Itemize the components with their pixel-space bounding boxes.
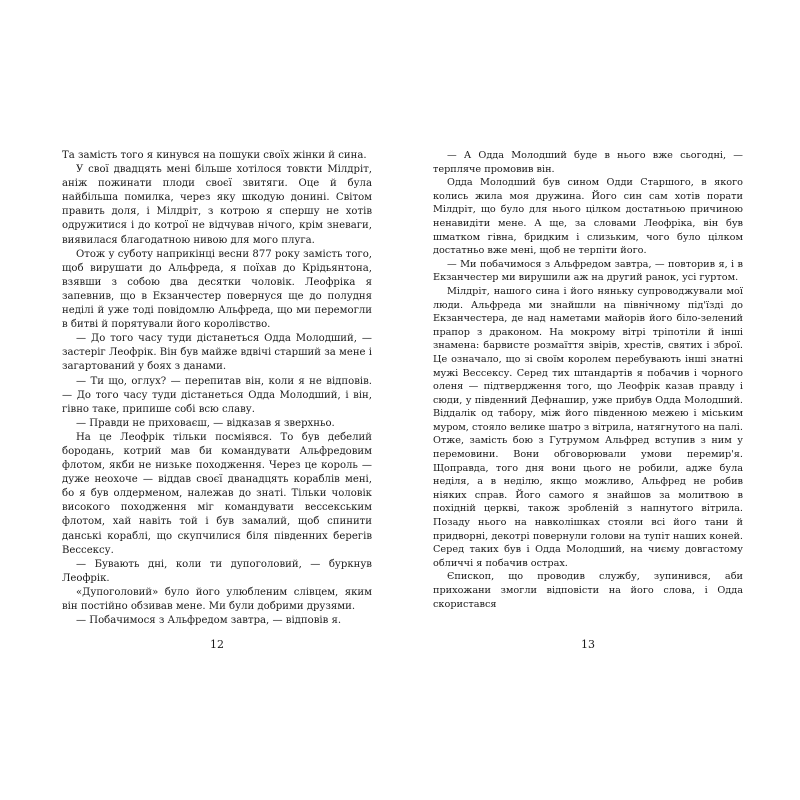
paragraph: На це Леофрік тільки посміявся. То був дебелий бородань, котрий мав би командувати Альфредовим флотом, якби не низьке походження. Через це король — дуже неохоче — віддав своєї дванадцять кораблів мені, бо я був олдерменом, належав до знаті. Тільки чоловік високого походження міг командувати вессекським флотом, хай навіть той і був замалий, щоб спинити данські кораблі, що скупчилися біля південних берегів Вессексу. [62, 431, 372, 556]
paragraph: — Правди не приховаєш, — відказав я зверхньо. [76, 417, 335, 429]
paragraph: У свої двадцять мені більше хотілося товкти Мілдріт, аніж пожинати плоди своєї звитяги. Оце й була найбільша помилка, через яку шкодую донині. Світом править доля, і Мілдріт, з котрою я спершу не хотів одружитися і до котрої не відчував нічого, крім зневаги, виявилася благодатною нивою для мого плуга. [62, 164, 372, 246]
paragraph: «Дупоголовий» було його улюбленим слівцем, яким він постійно обзивав мене. Ми були добрими друзями. [62, 586, 372, 612]
paragraph: — Ми побачимося з Альфредом завтра, — повторив я, і в Екзанчестер ми вирушили аж на другий ранок, усі гуртом. [433, 258, 743, 284]
paragraph: — Побачимося з Альфредом завтра, — відповів я. [76, 615, 342, 627]
paragraph: — А Одда Молодший буде в нього вже сьогодні, — терпляче промовив він. [433, 150, 743, 175]
paragraph: — Ти що, оглух? — перепитав він, коли я не відповів. — До того часу туди дістанеться Одда Молодший, і він, гівно таке, припише собі всю славу. [62, 375, 372, 415]
paragraph: Одда Молодший був сином Одди Старшого, в якого колись жила моя дружина. Його син сам хотів порати Мілдріт, що було для нього цілком достатньою причиною ненавидіти мене. А ще, за словами Леофріка, він був шматком гівна, бридким і слизьким, чого було цілком достатньо вже мені, щоб не терпіти його. [433, 177, 743, 257]
paragraph: Мілдріт, нашого сина і його няньку супроводжували мої люди. Альфреда ми знайшли на північному під'їзді до Екзанчестера, де над наметами майорів його біло-зелений прапор з драконом. На мокрому вітрі тріпотіли й інші знамена: барвисте розмаїття звірів, хрестів, святих і зброї. Це означало, що зі своїм королем перебувають інші знатні мужі Вессексу. Серед тих штандартів я побачив і чорного оленя — підтвердження того, що Леофрік казав правду і сюди, у південний Дефнашир, уже прибув Одда Молодший. Віддалік од табору, між його південною межею і міським муром, стояло велике шатро з вітрила, натягнутого на палі. Отже, замість бою з Гутрумом Альфред вступив з ним у перемовини. Вони обговорювали умови перемир'я. Щоправда, того дня вони цього не робили, адже була неділя, а в неділю, якщо можливо, Альфред не робив ніяких справ. Його самого я знайшов за молитвою в похідній церкві, також зробленій з напнутого вітрила. Позаду нього на навколішках стояли всі його тани й придворні, декотрі повернули голови на тупіт наших коней. Серед таких був і Одда Молодший, на чиєму довгастому обличчі я побачив острах. [433, 285, 743, 569]
paragraph: Єпископ, що проводив службу, зупинився, аби прихожани змогли відповісти на його слова, і Одда скористався [433, 571, 743, 610]
page-number-left: 12 [210, 638, 224, 651]
paragraph: — Бувають дні, коли ти дупоголовий, — буркнув Леофрік. [62, 558, 372, 584]
paragraph: — До того часу туди дістанеться Одда Молодший, — застеріг Леофрік. Він був майже вдвічі старший за мене і загартований у боях з данами. [62, 333, 372, 373]
paragraph: Та замість того я кинувся на пошуки своїх жінки й сина. [62, 150, 367, 161]
right-page-text [433, 149, 743, 611]
paragraph: Отож у суботу наприкінці весни 877 року замість того, щоб вирушати до Альфреда, я поїхав до Крідьянтона, взявши з собою два десятки чоловік. Леофріка я запевнив, що в Екзанчестер повернуся ще до полудня неділі й уже тоді повідомлю Альфреда, що ми перемогли в битві й порятували його королівство. [62, 248, 372, 331]
page-number-right: 13 [581, 638, 595, 651]
left-page-text [62, 149, 372, 628]
